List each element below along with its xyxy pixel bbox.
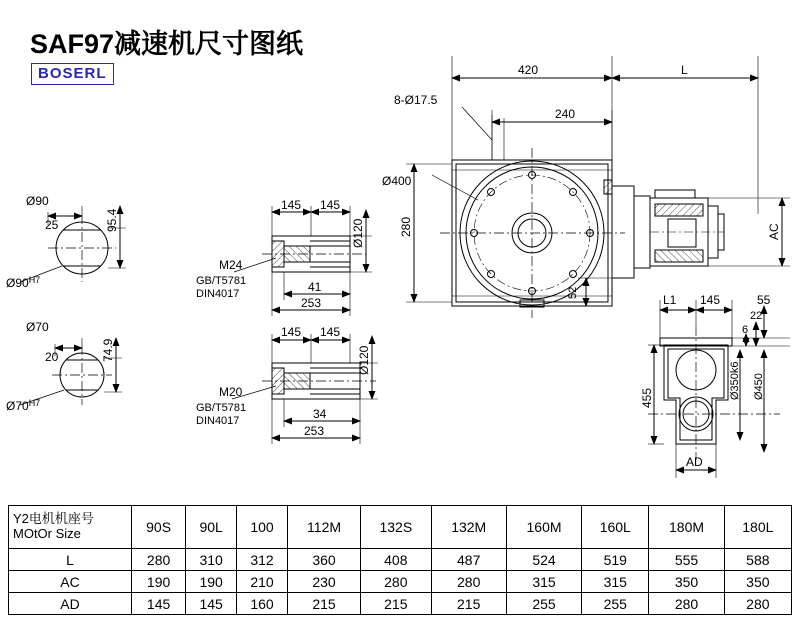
- table-cell: 519: [582, 549, 649, 571]
- page-title: SAF97减速机尺寸图纸: [30, 29, 304, 59]
- label-lower-dia120: Ø120: [357, 345, 371, 375]
- table-cell: 280: [431, 571, 506, 593]
- table-col-header: 132S: [361, 506, 431, 549]
- table-cell: 312: [237, 549, 288, 571]
- label-22: 22: [750, 310, 763, 322]
- table-cell: 230: [287, 571, 360, 593]
- label-dia450: Ø450: [753, 373, 765, 400]
- table-row: [9, 571, 792, 593]
- table-cell: 160: [237, 593, 288, 615]
- table-cell: 280: [361, 571, 431, 593]
- table-cell: 145: [186, 593, 237, 615]
- brand-badge: BOSERL: [31, 63, 114, 85]
- table-cell: 190: [132, 571, 186, 593]
- label-lower-145a: 145: [281, 325, 302, 339]
- table-col-header: 180M: [649, 506, 724, 549]
- table-col-header: 112M: [287, 506, 360, 549]
- table-cell: 210: [237, 571, 288, 593]
- table-col-header: 90S: [132, 506, 186, 549]
- table-cell: 524: [506, 549, 581, 571]
- table-col-header: 160L: [582, 506, 649, 549]
- label-lower-253: 253: [304, 424, 325, 438]
- label-upper-41: 41: [308, 280, 322, 294]
- specification-table: [8, 505, 792, 615]
- label-240: 240: [555, 107, 576, 121]
- row-label: AD: [9, 593, 132, 615]
- label-L1: L1: [663, 293, 677, 307]
- label-upper-253: 253: [301, 296, 322, 310]
- table-cell: 145: [132, 593, 186, 615]
- table-cell: 350: [649, 571, 724, 593]
- table-head-label: Y2电机机座号 MOtOr Size: [9, 506, 132, 549]
- label-dia350: Ø350k6: [729, 361, 741, 400]
- label-upper-thread: M24: [219, 258, 243, 272]
- label-55: 55: [757, 293, 771, 307]
- label-upper-dia120: Ø120: [351, 218, 365, 248]
- table-cell: 280: [724, 593, 791, 615]
- table-cell: 315: [506, 571, 581, 593]
- label-AC: AC: [767, 223, 781, 240]
- table-cell: 310: [186, 549, 237, 571]
- table-cell: 588: [724, 549, 791, 571]
- row-label: AC: [9, 571, 132, 593]
- label-280: 280: [399, 216, 413, 237]
- label-dia400: Ø400: [382, 174, 412, 188]
- label-shaft1-top: Ø90: [26, 194, 49, 208]
- end-view: [648, 300, 790, 478]
- table-cell: 487: [431, 549, 506, 571]
- table-header-row: [9, 506, 792, 549]
- label-420: 420: [518, 63, 539, 77]
- table-cell: 255: [582, 593, 649, 615]
- table-cell: 350: [724, 571, 791, 593]
- label-lower-std2: DIN4017: [196, 415, 240, 427]
- label-6: 6: [742, 324, 749, 336]
- table-cell: 215: [361, 593, 431, 615]
- label-upper-145b: 145: [320, 198, 341, 212]
- label-shaft2-width: 20: [45, 350, 59, 364]
- table-row: [9, 593, 792, 615]
- table-cell: 555: [649, 549, 724, 571]
- table-col-header: 132M: [431, 506, 506, 549]
- table-row: [9, 549, 792, 571]
- label-145r: 145: [700, 293, 721, 307]
- row-label: L: [9, 549, 132, 571]
- table-col-header: 160M: [506, 506, 581, 549]
- label-shaft2-height: 74.9: [101, 338, 115, 362]
- table-col-header: 90L: [186, 506, 237, 549]
- label-lower-145b: 145: [320, 325, 341, 339]
- label-shaft1-width: 25: [45, 218, 59, 232]
- label-shaft1-height: 95.4: [105, 208, 119, 232]
- table-cell: 280: [132, 549, 186, 571]
- label-shaft2-top: Ø70: [26, 320, 49, 334]
- label-shaft2-bore: $Ø70^{H7}$: [6, 398, 41, 413]
- label-upper-145a: 145: [281, 198, 302, 212]
- table-cell: 215: [287, 593, 360, 615]
- table-cell: 215: [431, 593, 506, 615]
- table-cell: 280: [649, 593, 724, 615]
- table-cell: 408: [361, 549, 431, 571]
- label-AD: AD: [686, 455, 703, 469]
- table-cell: 360: [287, 549, 360, 571]
- table-cell: 255: [506, 593, 581, 615]
- label-L: L: [681, 63, 688, 77]
- table-cell: 190: [186, 571, 237, 593]
- label-upper-std1: GB/T5781: [196, 275, 247, 287]
- label-shaft1-bore: $Ø90^{H7}$: [6, 275, 41, 290]
- main-assembly-view: [406, 56, 790, 318]
- label-lower-std1: GB/T5781: [196, 402, 247, 414]
- label-lower-34: 34: [313, 407, 327, 421]
- table-col-header: 100: [237, 506, 288, 549]
- label-52: 52: [567, 286, 579, 299]
- label-upper-std2: DIN4017: [196, 288, 240, 300]
- label-lower-thread: M20: [219, 385, 243, 399]
- table-col-header: 180L: [724, 506, 791, 549]
- label-8-holes: 8-Ø17.5: [394, 93, 438, 107]
- table-cell: 315: [582, 571, 649, 593]
- label-455: 455: [640, 387, 654, 408]
